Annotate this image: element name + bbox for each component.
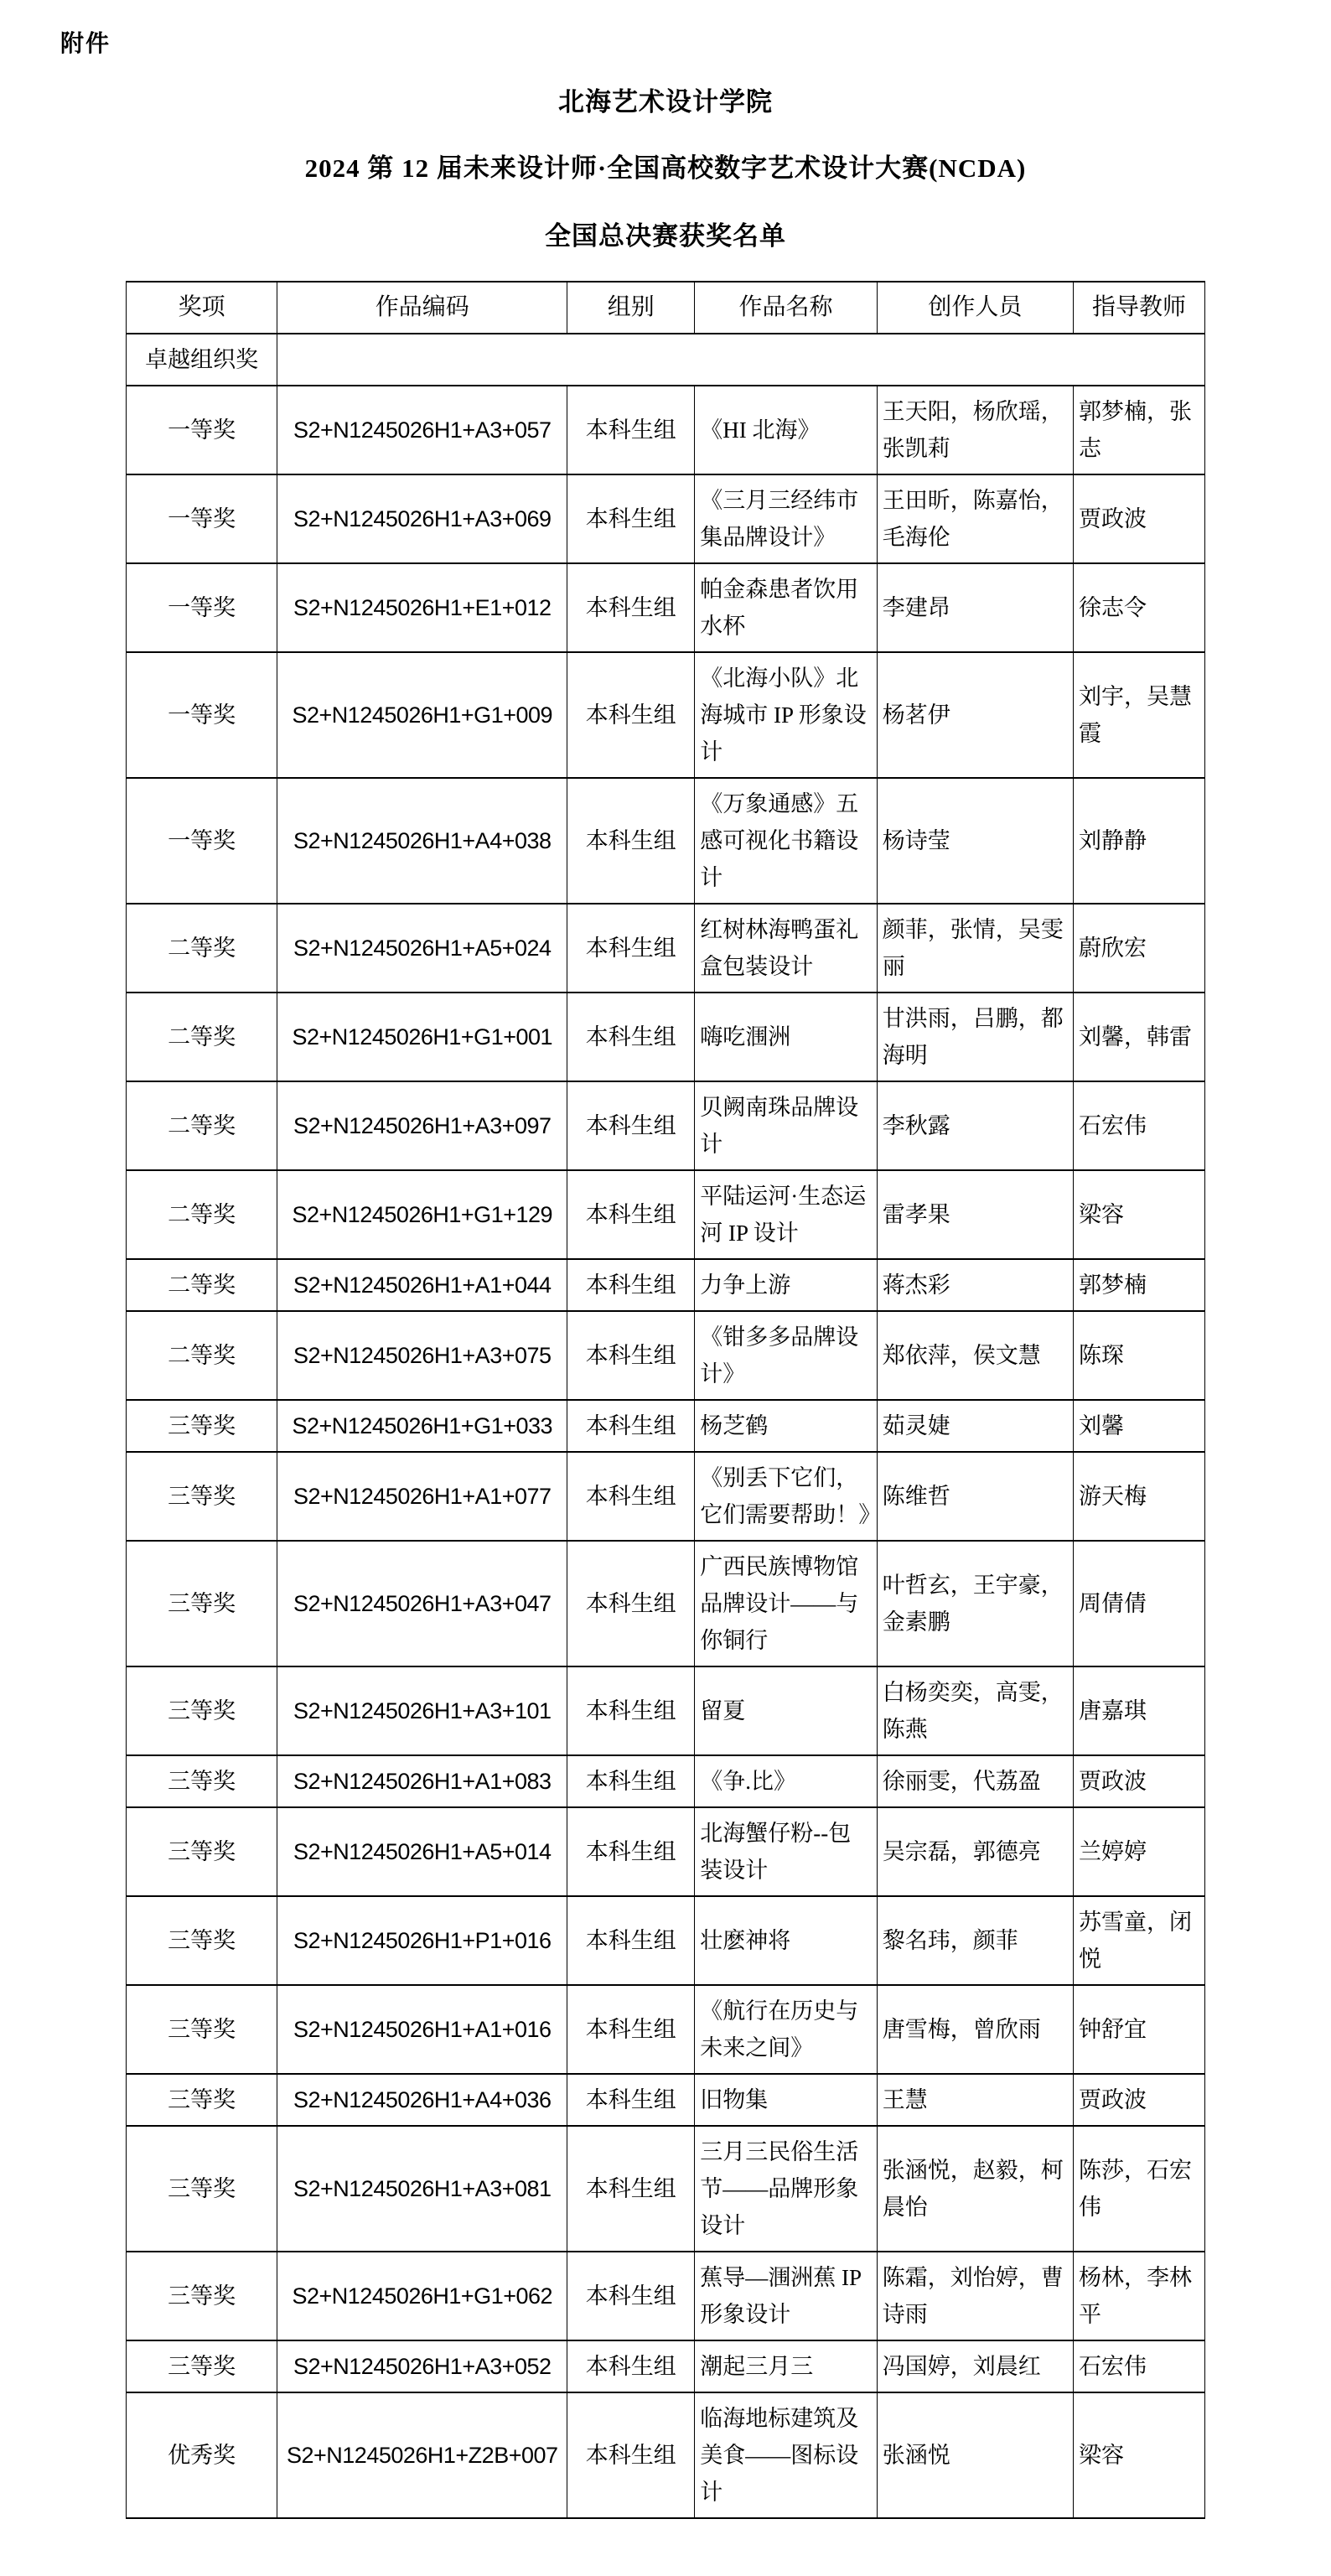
section-award-cell: 卓越组织奖 [127,334,277,386]
award-cell: 二等奖 [127,1081,277,1170]
teachers-cell: 贾政波 [1073,474,1204,563]
creators-cell: 颜菲，张情，吴雯丽 [877,904,1073,993]
award-cell: 三等奖 [127,1541,277,1666]
group-cell: 本科生组 [567,1541,695,1666]
work-cell: 《别丢下它们，它们需要帮助！》 [695,1452,878,1541]
work-cell: 临海地标建筑及美食——图标设计 [695,2392,878,2518]
table-header-row [127,282,1205,334]
teachers-cell: 钟舒宜 [1073,1985,1204,2074]
teachers-cell: 刘馨 [1073,1400,1204,1452]
creators-cell: 冯国婷，刘晨红 [877,2340,1073,2392]
group-cell: 本科生组 [567,2074,695,2126]
group-cell: 本科生组 [567,993,695,1081]
teachers-cell: 刘静静 [1073,778,1204,904]
teachers-cell: 蔚欣宏 [1073,904,1204,993]
award-cell: 三等奖 [127,1666,277,1755]
work-cell: 红树林海鸭蛋礼盒包装设计 [695,904,878,993]
code-cell: S2+N1245026H1+A3+047 [277,1541,567,1666]
work-cell: 嗨吃涠洲 [695,993,878,1081]
header-teachers: 指导教师 [1073,282,1204,334]
work-cell: 力争上游 [695,1259,878,1311]
code-cell: S2+N1245026H1+G1+001 [277,993,567,1081]
group-cell: 本科生组 [567,2126,695,2252]
code-cell: S2+N1245026H1+G1+033 [277,1400,567,1452]
table-row [127,2074,1205,2126]
code-cell: S2+N1245026H1+A1+044 [277,1259,567,1311]
table-row [127,778,1205,904]
creators-cell: 雷孝果 [877,1170,1073,1259]
table-row [127,652,1205,778]
award-cell: 二等奖 [127,1170,277,1259]
teachers-cell: 兰婷婷 [1073,1807,1204,1896]
table-row [127,474,1205,563]
award-cell: 三等奖 [127,2074,277,2126]
teachers-cell: 陈莎，石宏伟 [1073,2126,1204,2252]
page-title-school: 北海艺术设计学院 [558,87,773,117]
group-cell: 本科生组 [567,1807,695,1896]
group-cell: 本科生组 [567,1452,695,1541]
group-cell: 本科生组 [567,474,695,563]
table-row [127,1452,1205,1541]
code-cell: S2+N1245026H1+A1+016 [277,1985,567,2074]
code-cell: S2+N1245026H1+A3+057 [277,386,567,474]
code-cell: S2+N1245026H1+A3+069 [277,474,567,563]
work-cell: 帕金森患者饮用水杯 [695,563,878,652]
teachers-cell: 周倩倩 [1073,1541,1204,1666]
group-cell: 本科生组 [567,1170,695,1259]
table-row [127,1985,1205,2074]
teachers-cell: 刘馨，韩雷 [1073,993,1204,1081]
award-cell: 三等奖 [127,1807,277,1896]
table-row [127,1259,1205,1311]
work-cell: 《钳多多品牌设计》 [695,1311,878,1400]
header-work: 作品名称 [695,282,878,334]
work-cell: 三月三民俗生活节——品牌形象设计 [695,2126,878,2252]
award-table [126,281,1205,2519]
creators-cell: 吴宗磊，郭德亮 [877,1807,1073,1896]
work-cell: 《HI 北海》 [695,386,878,474]
work-cell: 《三月三经纬市集品牌设计》 [695,474,878,563]
table-row [127,563,1205,652]
creators-cell: 张涵悦，赵毅，柯晨怡 [877,2126,1073,2252]
table-row [127,1807,1205,1896]
work-cell: 《北海小队》北海城市 IP 形象设计 [695,652,878,778]
teachers-cell: 游天梅 [1073,1452,1204,1541]
creators-cell: 王天阳，杨欣瑶，张凯莉 [877,386,1073,474]
creators-cell: 唐雪梅，曾欣雨 [877,1985,1073,2074]
teachers-cell: 郭梦楠，张志 [1073,386,1204,474]
header-creators: 创作人员 [877,282,1073,334]
work-cell: 北海蟹仔粉--包装设计 [695,1807,878,1896]
award-cell: 三等奖 [127,2126,277,2252]
table-row [127,2252,1205,2340]
group-cell: 本科生组 [567,2392,695,2518]
teachers-cell: 石宏伟 [1073,2340,1204,2392]
header-group: 组别 [567,282,695,334]
award-rows [127,334,1205,2518]
teachers-cell: 徐志令 [1073,563,1204,652]
teachers-cell: 郭梦楠 [1073,1259,1204,1311]
award-cell: 二等奖 [127,1311,277,1400]
table-row [127,1170,1205,1259]
creators-cell: 李建昂 [877,563,1073,652]
group-cell: 本科生组 [567,1755,695,1807]
group-cell: 本科生组 [567,778,695,904]
creators-cell: 张涵悦 [877,2392,1073,2518]
award-cell: 一等奖 [127,386,277,474]
table-row [127,2126,1205,2252]
group-cell: 本科生组 [567,1081,695,1170]
group-cell: 本科生组 [567,2252,695,2340]
creators-cell: 徐丽雯，代荔盈 [877,1755,1073,1807]
work-cell: 贝阙南珠品牌设计 [695,1081,878,1170]
table-row [127,1311,1205,1400]
table-row [127,1896,1205,1985]
section-row [127,334,1205,386]
teachers-cell: 贾政波 [1073,2074,1204,2126]
page-title-competition: 2024 第 12 届未来设计师·全国高校数字艺术设计大赛(NCDA) [304,153,1027,183]
table-row [127,1541,1205,1666]
page-title-award-list: 全国总决赛获奖名单 [545,221,786,251]
creators-cell: 甘洪雨，吕鹏，都海明 [877,993,1073,1081]
creators-cell: 王慧 [877,2074,1073,2126]
award-cell: 三等奖 [127,1400,277,1452]
teachers-cell: 石宏伟 [1073,1081,1204,1170]
creators-cell: 叶哲玄，王宇豪，金素鹏 [877,1541,1073,1666]
code-cell: S2+N1245026H1+A3+101 [277,1666,567,1755]
code-cell: S2+N1245026H1+A1+077 [277,1452,567,1541]
work-cell: 杨芝鹤 [695,1400,878,1452]
award-cell: 一等奖 [127,563,277,652]
teachers-cell: 梁容 [1073,2392,1204,2518]
award-cell: 三等奖 [127,2340,277,2392]
award-cell: 三等奖 [127,1896,277,1985]
work-cell: 潮起三月三 [695,2340,878,2392]
code-cell: S2+N1245026H1+A1+083 [277,1755,567,1807]
code-cell: S2+N1245026H1+G1+129 [277,1170,567,1259]
group-cell: 本科生组 [567,1400,695,1452]
creators-cell: 茹灵婕 [877,1400,1073,1452]
header-award: 奖项 [127,282,277,334]
attachment-label: 附件 [60,31,111,57]
table-row [127,2392,1205,2518]
table-row [127,2340,1205,2392]
code-cell: S2+N1245026H1+A5+014 [277,1807,567,1896]
code-cell: S2+N1245026H1+E1+012 [277,563,567,652]
award-cell: 三等奖 [127,1755,277,1807]
creators-cell: 陈维哲 [877,1452,1073,1541]
award-cell: 一等奖 [127,778,277,904]
code-cell: S2+N1245026H1+A4+038 [277,778,567,904]
award-cell: 三等奖 [127,1985,277,2074]
group-cell: 本科生组 [567,386,695,474]
work-cell: 壮麽神将 [695,1896,878,1985]
work-cell: 旧物集 [695,2074,878,2126]
work-cell: 《争.比》 [695,1755,878,1807]
table-row [127,386,1205,474]
award-cell: 二等奖 [127,993,277,1081]
group-cell: 本科生组 [567,652,695,778]
teachers-cell: 苏雪童，闭悦 [1073,1896,1204,1985]
teachers-cell: 贾政波 [1073,1755,1204,1807]
table-row [127,904,1205,993]
award-cell: 三等奖 [127,2252,277,2340]
group-cell: 本科生组 [567,1985,695,2074]
teachers-cell: 唐嘉琪 [1073,1666,1204,1755]
work-cell: 留夏 [695,1666,878,1755]
code-cell: S2+N1245026H1+A3+081 [277,2126,567,2252]
award-cell: 二等奖 [127,904,277,993]
creators-cell: 蒋杰彩 [877,1259,1073,1311]
teachers-cell: 梁容 [1073,1170,1204,1259]
section-empty-cell [277,334,1205,386]
creators-cell: 白杨奕奕，高雯，陈燕 [877,1666,1073,1755]
award-cell: 二等奖 [127,1259,277,1311]
code-cell: S2+N1245026H1+A3+052 [277,2340,567,2392]
award-cell: 三等奖 [127,1452,277,1541]
code-cell: S2+N1245026H1+A5+024 [277,904,567,993]
code-cell: S2+N1245026H1+A4+036 [277,2074,567,2126]
group-cell: 本科生组 [567,563,695,652]
header-code: 作品编码 [277,282,567,334]
code-cell: S2+N1245026H1+A3+097 [277,1081,567,1170]
group-cell: 本科生组 [567,1896,695,1985]
group-cell: 本科生组 [567,1259,695,1311]
group-cell: 本科生组 [567,904,695,993]
code-cell: S2+N1245026H1+A3+075 [277,1311,567,1400]
table-row [127,1081,1205,1170]
code-cell: S2+N1245026H1+Z2B+007 [277,2392,567,2518]
group-cell: 本科生组 [567,2340,695,2392]
award-cell: 优秀奖 [127,2392,277,2518]
group-cell: 本科生组 [567,1311,695,1400]
creators-cell: 郑依萍，侯文慧 [877,1311,1073,1400]
work-cell: 广西民族博物馆品牌设计——与你铜行 [695,1541,878,1666]
group-cell: 本科生组 [567,1666,695,1755]
code-cell: S2+N1245026H1+G1+062 [277,2252,567,2340]
table-row [127,1400,1205,1452]
table-row [127,993,1205,1081]
award-cell: 一等奖 [127,474,277,563]
work-cell: 《万象通感》五感可视化书籍设计 [695,778,878,904]
teachers-cell: 杨林，李林平 [1073,2252,1204,2340]
work-cell: 平陆运河·生态运河 IP 设计 [695,1170,878,1259]
creators-cell: 黎名玮，颜菲 [877,1896,1073,1985]
work-cell: 《航行在历史与未来之间》 [695,1985,878,2074]
code-cell: S2+N1245026H1+G1+009 [277,652,567,778]
creators-cell: 李秋露 [877,1081,1073,1170]
creators-cell: 王田昕，陈嘉怡，毛海伦 [877,474,1073,563]
creators-cell: 杨茗伊 [877,652,1073,778]
teachers-cell: 陈琛 [1073,1311,1204,1400]
creators-cell: 杨诗莹 [877,778,1073,904]
teachers-cell: 刘宇，吴慧霞 [1073,652,1204,778]
code-cell: S2+N1245026H1+P1+016 [277,1896,567,1985]
work-cell: 蕉导—涠洲蕉 IP 形象设计 [695,2252,878,2340]
creators-cell: 陈霜，刘怡婷，曹诗雨 [877,2252,1073,2340]
table-row [127,1666,1205,1755]
award-cell: 一等奖 [127,652,277,778]
table-row [127,1755,1205,1807]
